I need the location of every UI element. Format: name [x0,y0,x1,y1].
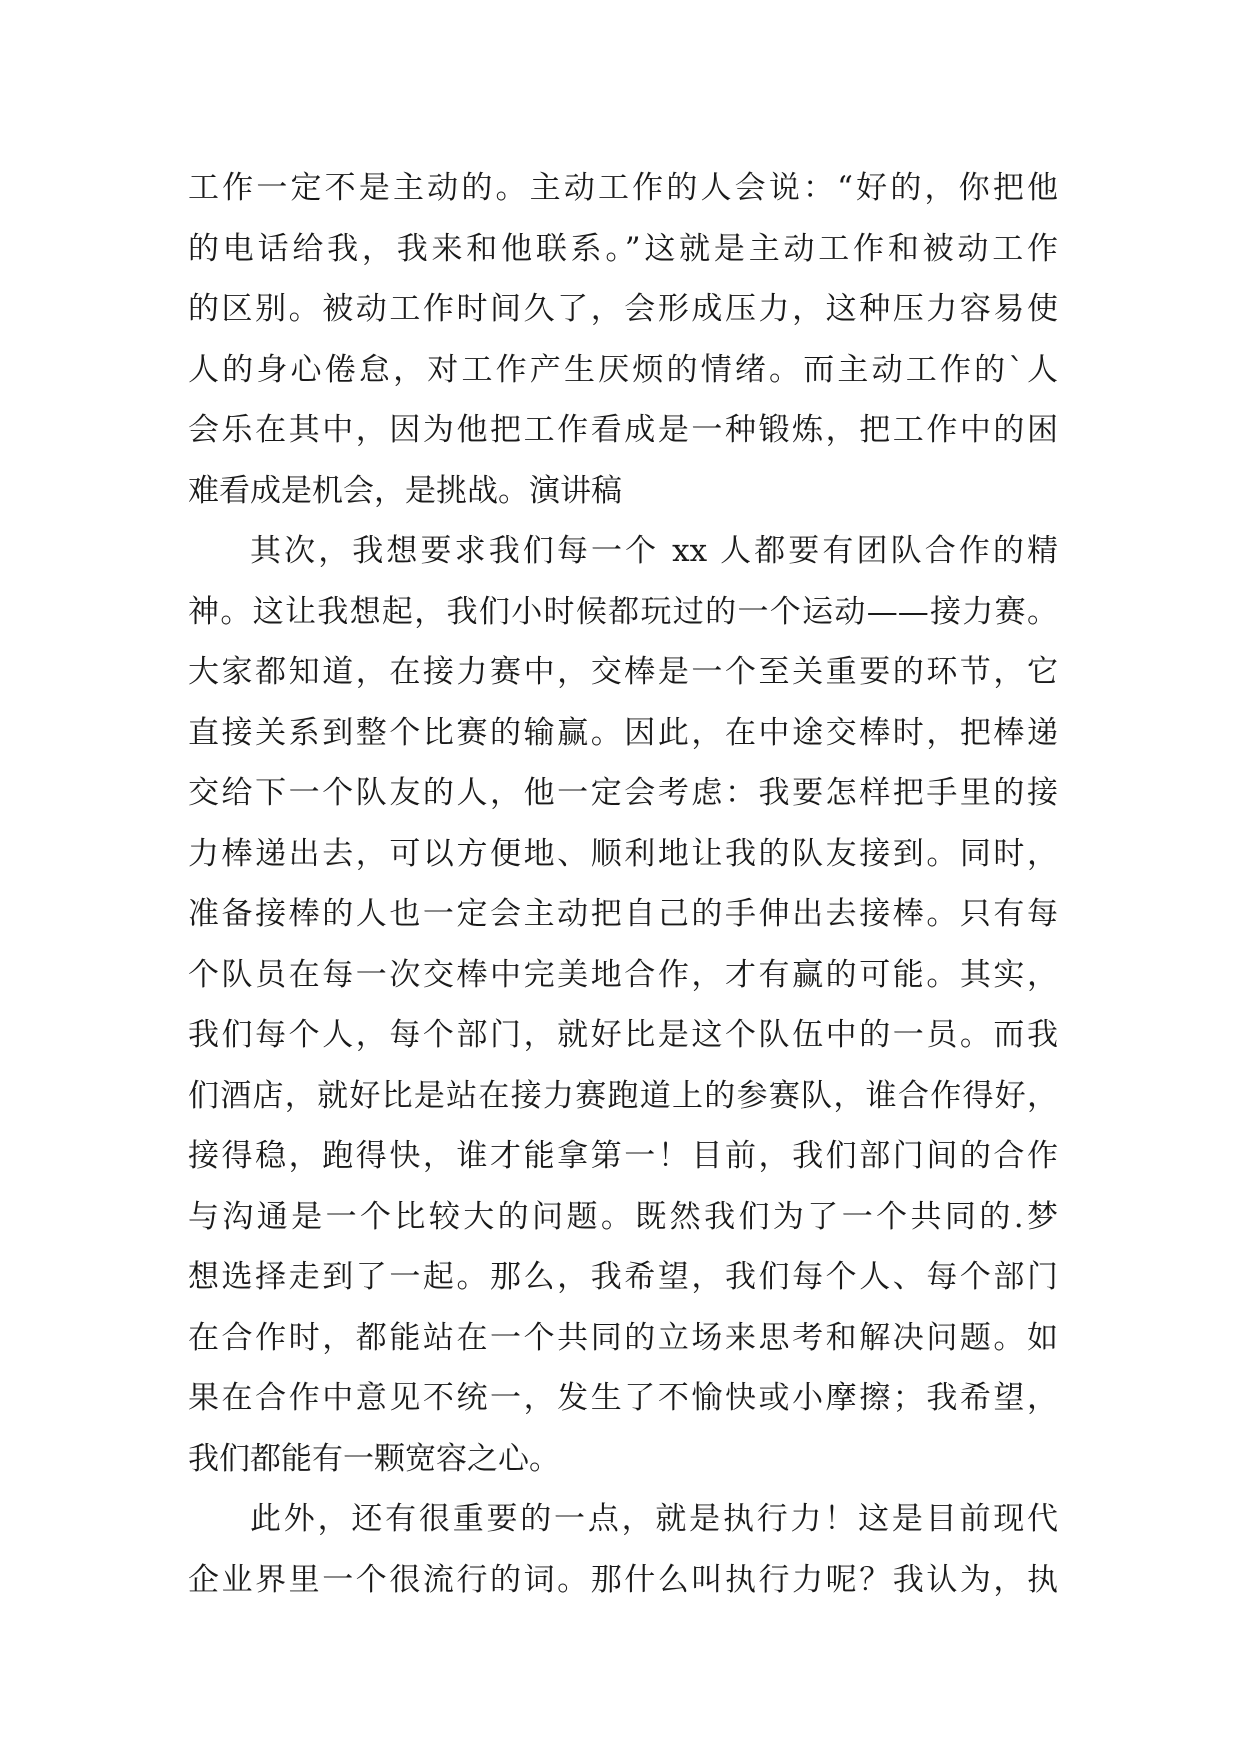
text-line: 我们每个人，每个部门，就好比是这个队伍中的一员。而我 [188,1017,1058,1053]
text-line: 们酒店，就好比是站在接力赛跑道上的参赛队，谁合作得好， [188,1077,1058,1114]
text-line: 工作一定不是主动的。主动工作的人会说：“好的，你把他 [188,170,1058,206]
text-line: 我们都能有一颗宽容之心。 [188,1440,560,1477]
text-line: 与沟通是一个比较大的问题。既然我们为了一个共同的.梦 [188,1198,1058,1235]
text-line: 在合作时，都能站在一个共同的立场来思考和解决问题。如 [188,1319,1058,1356]
text-line: 想选择走到了一起。那么，我希望，我们每个人、每个部门 [188,1259,1058,1295]
text-line: 企业界里一个很流行的词。那什么叫执行力呢？我认为，执 [188,1561,1058,1598]
text-line: 人的身心倦怠，对工作产生厌烦的情绪。而主动工作的`人 [188,351,1058,388]
text-line: 接得稳，跑得快，谁才能拿第一！目前，我们部门间的合作 [188,1138,1058,1174]
text-line: 难看成是机会，是挑战。演讲稿 [188,472,622,509]
text-line: 个队员在每一次交棒中完美地合作，才有赢的可能。其实， [188,956,1058,993]
text-line: 大家都知道，在接力赛中，交棒是一个至关重要的环节，它 [188,654,1058,690]
text-line: 力棒递出去，可以方便地、顺利地让我的队友接到。同时， [188,835,1058,872]
text-line: 的区别。被动工作时间久了，会形成压力，这种压力容易使 [188,291,1058,327]
text-line: 准备接棒的人也一定会主动把自己的手伸出去接棒。只有每 [188,896,1058,932]
text-line: 直接关系到整个比赛的输赢。因此，在中途交棒时，把棒递 [188,714,1058,751]
text-line: 其次，我想要求我们每一个 xx 人都要有团队合作的精 [250,533,1058,569]
document-body [188,158,1058,1610]
text-line: 的电话给我，我来和他联系。”这就是主动工作和被动工作 [188,230,1058,267]
text-line: 此外，还有很重要的一点，就是执行力！这是目前现代 [250,1501,1058,1537]
text-line: 交给下一个队友的人，他一定会考虑：我要怎样把手里的接 [188,775,1058,811]
text-line: 神。这让我想起，我们小时候都玩过的一个运动——接力赛。 [188,593,1058,630]
text-line: 果在合作中意见不统一，发生了不愉快或小摩擦；我希望， [188,1380,1058,1416]
text-line: 会乐在其中，因为他把工作看成是一种锻炼，把工作中的困 [188,412,1058,448]
